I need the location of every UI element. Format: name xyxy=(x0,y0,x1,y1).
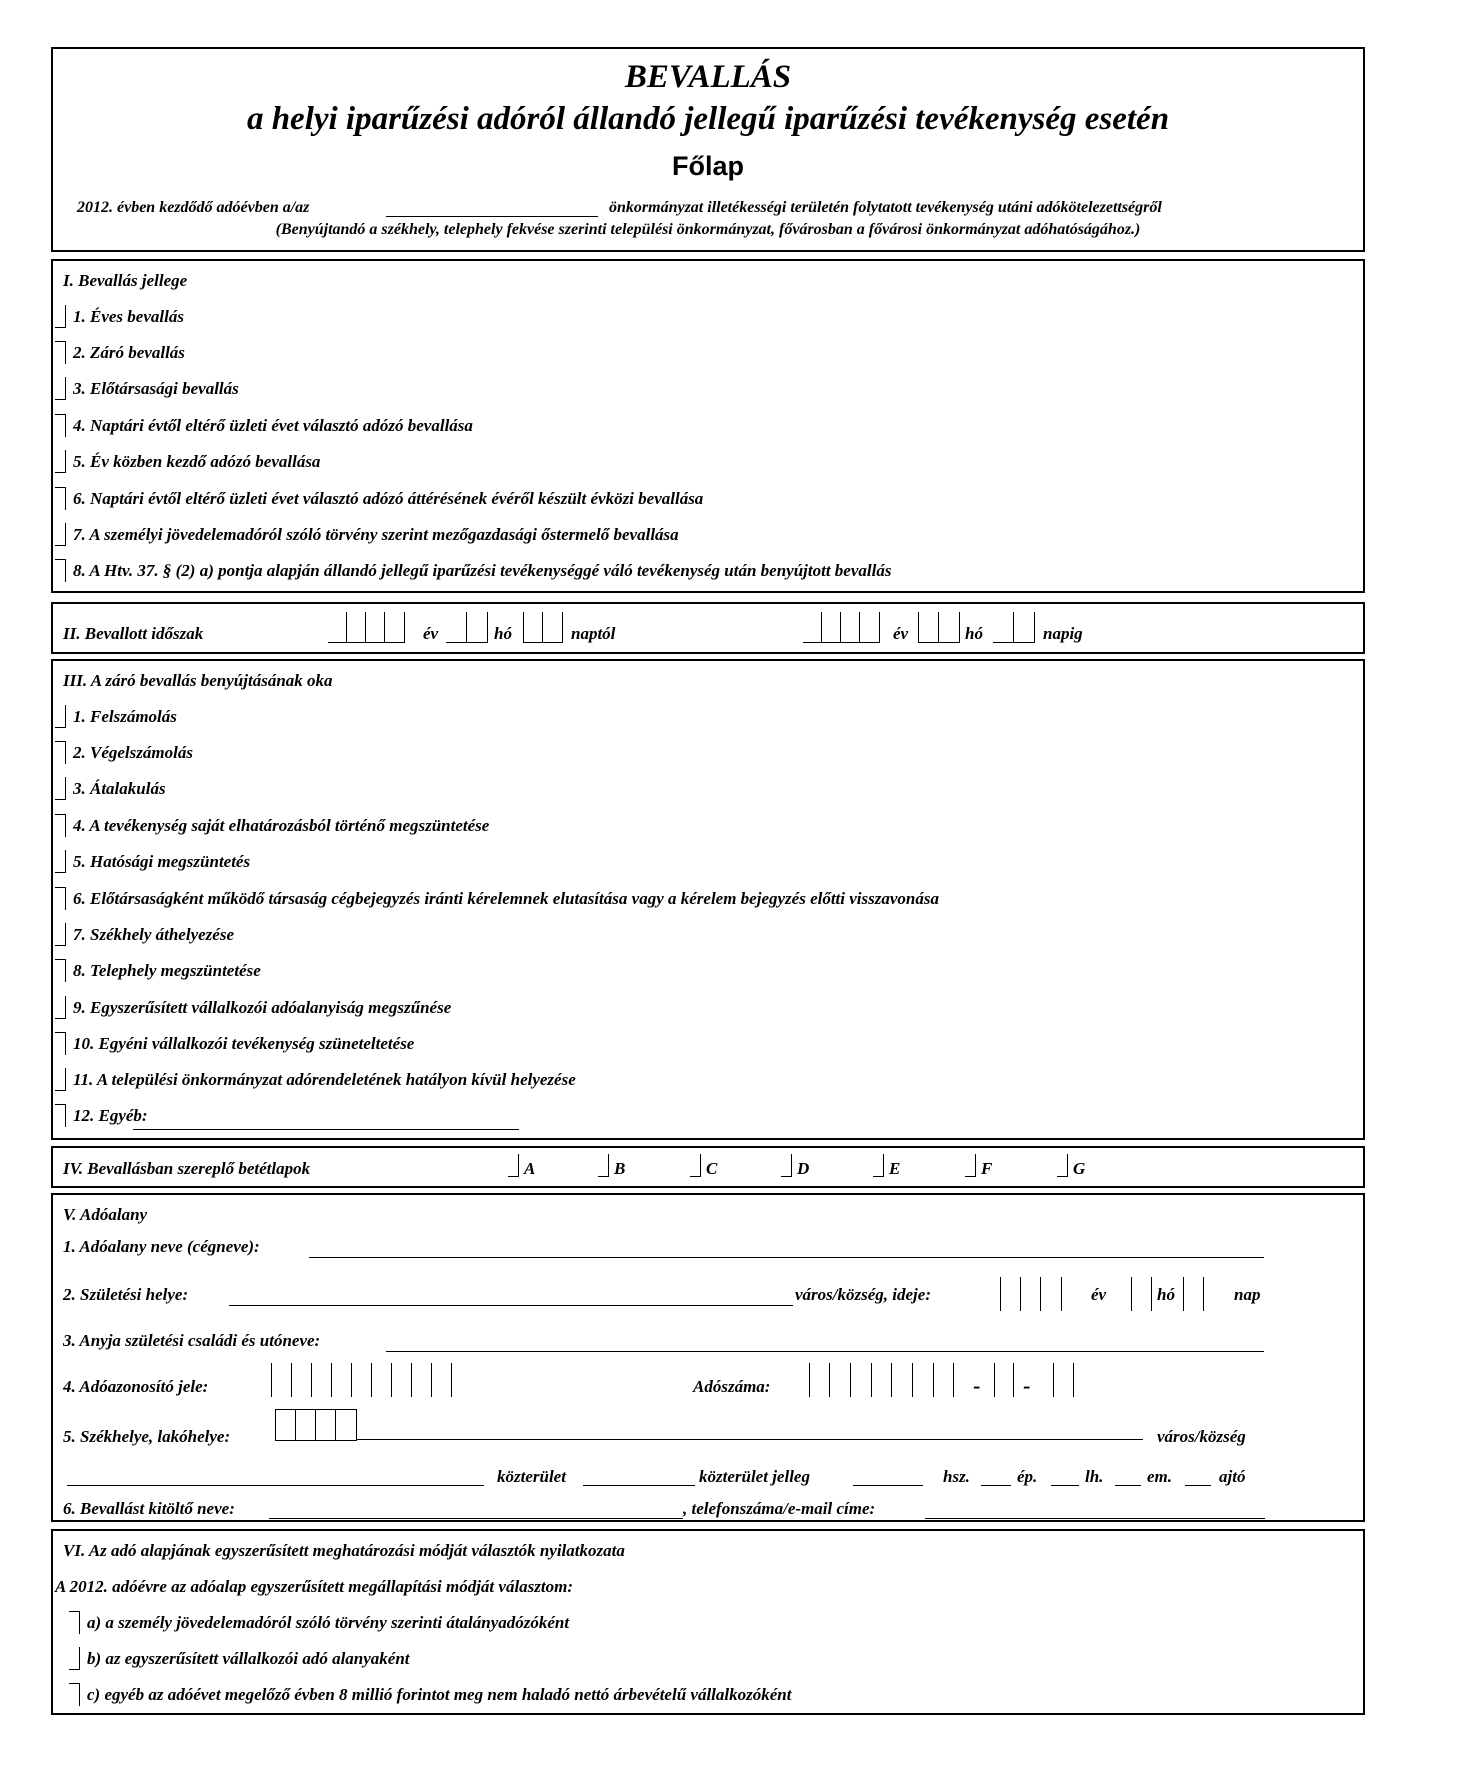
street-type-field[interactable] xyxy=(583,1485,695,1486)
seat-city-label: város/község xyxy=(1157,1427,1246,1446)
taxid-digit-divider[interactable] xyxy=(331,1363,332,1397)
from-month-cell[interactable] xyxy=(446,612,466,643)
checkbox-section1[interactable] xyxy=(55,341,66,364)
naptol-label: naptól xyxy=(571,624,616,643)
mother-label: 3. Anyja születési családi és utóneve: xyxy=(63,1331,321,1350)
checkbox-section1[interactable] xyxy=(55,377,66,400)
from-day-cell[interactable] xyxy=(542,612,563,643)
taxnum-digit-divider[interactable] xyxy=(994,1363,995,1397)
checkbox-section3[interactable] xyxy=(55,1104,66,1127)
checkbox-section1[interactable] xyxy=(55,487,66,510)
birth-ev-label: év xyxy=(1091,1285,1107,1304)
napig-label: napig xyxy=(1043,624,1083,643)
checkbox-section3[interactable] xyxy=(55,996,66,1019)
taxid-digit-divider[interactable] xyxy=(351,1363,352,1397)
checkbox-section3[interactable] xyxy=(55,1032,66,1055)
ajto-label: ajtó xyxy=(1219,1467,1246,1486)
page-label: Főlap xyxy=(672,151,744,181)
taxnum-digit-divider[interactable] xyxy=(1013,1363,1014,1397)
from-year-cell[interactable] xyxy=(328,612,346,643)
postcode-cell[interactable] xyxy=(335,1409,357,1441)
hsz-field[interactable] xyxy=(981,1485,1011,1486)
section5-box xyxy=(51,1193,1365,1522)
section1-item-label: 6. Naptári évtől eltérő üzleti évet választó adózó áttérésének évéről készült évközi bevallása xyxy=(73,489,704,508)
birthplace-label: 2. Születési helye: xyxy=(63,1285,189,1304)
checkbox-section6[interactable] xyxy=(69,1647,80,1670)
taxnum-digit-divider[interactable] xyxy=(891,1363,892,1397)
kozterulet-label: közterület xyxy=(497,1467,566,1486)
postcode-cell[interactable] xyxy=(275,1409,296,1441)
to-year-cell[interactable] xyxy=(803,612,821,643)
section3-item-label: 3. Átalakulás xyxy=(73,779,166,798)
taxnum-dash-2: - xyxy=(1023,1373,1031,1398)
header-box xyxy=(51,47,1365,252)
section3-item-label: 10. Egyéni vállalkozói tevékenység szüneteltetése xyxy=(73,1034,415,1053)
from-ho-label: hó xyxy=(494,624,512,643)
from-month-cell[interactable] xyxy=(466,612,488,643)
betetlap-letter: D xyxy=(797,1159,810,1178)
section6-intro: A 2012. adóévre az adóalap egyszerűsített megállapítási módját választom: xyxy=(55,1577,574,1596)
em-label: em. xyxy=(1147,1467,1173,1486)
ep-field[interactable] xyxy=(1051,1485,1079,1486)
checkbox-section3[interactable] xyxy=(55,741,66,764)
betetlap-letter: G xyxy=(1073,1159,1086,1178)
checkbox-betetlap[interactable] xyxy=(965,1154,976,1177)
checkbox-betetlap[interactable] xyxy=(690,1154,701,1177)
header-line1-b: önkormányzat illetékességi területén folytatott tevékenység utáni adókötelezettségről xyxy=(609,199,1162,216)
taxpayer-name-field[interactable] xyxy=(309,1257,1264,1258)
betetlap-letter: A xyxy=(524,1159,536,1178)
postcode-cell[interactable] xyxy=(315,1409,336,1441)
section4-title: IV. Bevallásban szereplő betétlapok xyxy=(63,1159,311,1178)
em-field[interactable] xyxy=(1185,1485,1211,1486)
taxid-digit-divider[interactable] xyxy=(271,1363,272,1397)
to-year-cell[interactable] xyxy=(821,612,841,643)
section1-item-label: 3. Előtársasági bevallás xyxy=(73,379,239,398)
taxid-digit-divider[interactable] xyxy=(311,1363,312,1397)
checkbox-section1[interactable] xyxy=(55,523,66,546)
taxid-label: 4. Adóazonosító jele: xyxy=(63,1377,209,1396)
section5-title: V. Adóalany xyxy=(63,1205,148,1224)
ep-label: ép. xyxy=(1017,1467,1038,1486)
birth-nap-label: nap xyxy=(1234,1285,1261,1304)
checkbox-section1[interactable] xyxy=(55,305,66,328)
checkbox-betetlap[interactable] xyxy=(1057,1154,1068,1177)
mother-name-field[interactable] xyxy=(386,1351,1264,1352)
taxnum-label: Adószáma: xyxy=(693,1377,771,1396)
section1-item-label: 8. A Htv. 37. § (2) a) pontja alapján állandó jellegű iparűzési tevékenységgé váló tevékenység után benyújtott bevallás xyxy=(73,561,892,580)
checkbox-section3[interactable] xyxy=(55,923,66,946)
section2-title: II. Bevallott időszak xyxy=(63,624,204,643)
street-field[interactable] xyxy=(67,1485,484,1486)
section3-item-label: 9. Egyszerűsített vállalkozói adóalanyiság megszűnése xyxy=(73,998,452,1017)
checkbox-section3[interactable] xyxy=(55,814,66,837)
filler-label: 6. Bevallást kitöltő neve: xyxy=(63,1499,235,1518)
section6-item-label: b) az egyszerűsített vállalkozói adó alanyaként xyxy=(87,1649,410,1668)
taxid-digit-divider[interactable] xyxy=(291,1363,292,1397)
to-month-cell[interactable] xyxy=(918,612,939,643)
section1-item-label: 7. A személyi jövedelemadóról szóló törvény szerint mezőgazdasági őstermelő bevallása xyxy=(73,525,679,544)
section1-item-label: 4. Naptári évtől eltérő üzleti évet választó adózó bevallása xyxy=(73,416,473,435)
checkbox-section1[interactable] xyxy=(55,559,66,582)
taxid-digit-divider[interactable] xyxy=(411,1363,412,1397)
section1-item-label: 2. Záró bevallás xyxy=(73,343,185,362)
taxnum-digit-divider[interactable] xyxy=(933,1363,934,1397)
taxid-digit-divider[interactable] xyxy=(391,1363,392,1397)
taxnum-digit-divider[interactable] xyxy=(1073,1363,1074,1397)
section1-title: I. Bevallás jellege xyxy=(63,271,188,290)
section3-item-label: 8. Telephely megszüntetése xyxy=(73,961,261,980)
betetlap-letter: C xyxy=(706,1159,718,1178)
checkbox-section3[interactable] xyxy=(55,777,66,800)
taxid-digit-divider[interactable] xyxy=(451,1363,452,1397)
to-year-cell[interactable] xyxy=(859,612,880,643)
name-label: 1. Adóalany neve (cégneve): xyxy=(63,1237,260,1256)
postcode-cell[interactable] xyxy=(295,1409,316,1441)
taxnum-digit-divider[interactable] xyxy=(850,1363,851,1397)
municipality-field[interactable] xyxy=(386,216,598,217)
section3-item-label: 12. Egyéb: xyxy=(73,1106,148,1125)
taxid-digit-divider[interactable] xyxy=(431,1363,432,1397)
to-ev-label: év xyxy=(893,624,909,643)
section6-item-label: c) egyéb az adóévet megelőző évben 8 millió forintot meg nem haladó nettó árbevételű vállalkozóként xyxy=(87,1685,792,1704)
taxnum-digit-divider[interactable] xyxy=(871,1363,872,1397)
checkbox-betetlap[interactable] xyxy=(598,1154,609,1177)
seat-city-field[interactable] xyxy=(357,1439,1143,1440)
lh-field[interactable] xyxy=(1115,1485,1141,1486)
to-month-cell[interactable] xyxy=(938,612,960,643)
betetlap-letter: B xyxy=(614,1159,626,1178)
form-title: BEVALLÁS xyxy=(624,59,792,95)
checkbox-section3[interactable] xyxy=(55,959,66,982)
checkbox-section3[interactable] xyxy=(55,887,66,910)
phone-label: , telefonszáma/e-mail címe: xyxy=(683,1499,876,1518)
checkbox-betetlap[interactable] xyxy=(873,1154,884,1177)
birth-ho-label: hó xyxy=(1157,1285,1175,1304)
section6-title: VI. Az adó alapjának egyszerűsített meghatározási módját választók nyilatkozata xyxy=(63,1541,625,1560)
section1-item-label: 5. Év közben kezdő adózó bevallása xyxy=(73,452,321,471)
to-year-cell[interactable] xyxy=(840,612,860,643)
section3-item-label: 2. Végelszámolás xyxy=(73,743,193,762)
checkbox-betetlap[interactable] xyxy=(781,1154,792,1177)
taxnum-digit-divider[interactable] xyxy=(829,1363,830,1397)
section3-item-label: 5. Hatósági megszüntetés xyxy=(73,852,251,871)
taxnum-digit-divider[interactable] xyxy=(953,1363,954,1397)
birth-city-label: város/község, ideje: xyxy=(795,1285,931,1304)
from-year-cell[interactable] xyxy=(365,612,385,643)
header-line1-a: 2012. évben kezdődő adóévben a/az xyxy=(77,199,310,216)
section3-item-label: 1. Felszámolás xyxy=(73,707,177,726)
to-day-cell[interactable] xyxy=(993,612,1013,643)
checkbox-betetlap[interactable] xyxy=(508,1154,519,1177)
from-day-cell[interactable] xyxy=(523,612,543,643)
betetlap-letter: F xyxy=(981,1159,993,1178)
taxnum-digit-divider[interactable] xyxy=(809,1363,810,1397)
from-year-cell[interactable] xyxy=(384,612,405,643)
kozterulet-jelleg-label: közterület jelleg xyxy=(699,1467,810,1486)
section4-box xyxy=(51,1146,1365,1188)
section3-title: III. A záró bevallás benyújtásának oka xyxy=(63,671,333,690)
section6-item-label: a) a személy jövedelemadóról szóló törvény szerinti átalányadózóként xyxy=(87,1613,570,1632)
to-day-cell[interactable] xyxy=(1013,612,1035,643)
checkbox-section3[interactable] xyxy=(55,850,66,873)
from-ev-label: év xyxy=(423,624,439,643)
taxnum-dash-1: - xyxy=(973,1373,981,1398)
birthplace-field[interactable] xyxy=(229,1305,793,1306)
checkbox-section1[interactable] xyxy=(55,450,66,473)
to-ho-label: hó xyxy=(965,624,983,643)
section1-item-label: 1. Éves bevallás xyxy=(73,307,184,326)
taxid-digit-divider[interactable] xyxy=(371,1363,372,1397)
form-subtitle: a helyi iparűzési adóról állandó jellegű iparűzési tevékenység esetén xyxy=(246,101,1170,137)
filler-name-field[interactable] xyxy=(269,1518,683,1519)
taxnum-digit-divider[interactable] xyxy=(1053,1363,1054,1397)
section6-box xyxy=(51,1529,1365,1715)
other-reason-field[interactable] xyxy=(133,1129,519,1130)
section3-box xyxy=(51,659,1365,1140)
section3-item-label: 7. Székhely áthelyezése xyxy=(73,925,234,944)
section1-box xyxy=(51,259,1365,593)
betetlap-letter: E xyxy=(889,1159,901,1178)
section3-item-label: 6. Előtársaságként működő társaság cégbejegyzés iránti kérelemnek elutasítása vagy a kérelem bejegyzés előtti visszavonása xyxy=(73,889,939,908)
checkbox-section6[interactable] xyxy=(69,1611,80,1634)
seat-label: 5. Székhelye, lakóhelye: xyxy=(63,1427,231,1446)
checkbox-section3[interactable] xyxy=(55,1068,66,1091)
checkbox-section1[interactable] xyxy=(55,414,66,437)
street-type2-field[interactable] xyxy=(853,1485,923,1486)
section3-item-label: 4. A tevékenység saját elhatározásból történő megszüntetése xyxy=(73,816,490,835)
section3-item-label: 11. A települési önkormányzat adórendeletének hatályon kívül helyezése xyxy=(73,1070,576,1089)
taxnum-digit-divider[interactable] xyxy=(912,1363,913,1397)
checkbox-section3[interactable] xyxy=(55,705,66,728)
header-line2: (Benyújtandó a székhely, telephely fekvése szerinti települési önkormányzat, fővárosban a fővárosi önkormányzat adóhatóságához.) xyxy=(275,221,1141,238)
section2-box xyxy=(51,602,1365,654)
checkbox-section6[interactable] xyxy=(69,1683,80,1706)
from-year-cell[interactable] xyxy=(346,612,366,643)
phone-field[interactable] xyxy=(925,1518,1265,1519)
lh-label: lh. xyxy=(1085,1467,1104,1486)
hsz-label: hsz. xyxy=(943,1467,970,1486)
